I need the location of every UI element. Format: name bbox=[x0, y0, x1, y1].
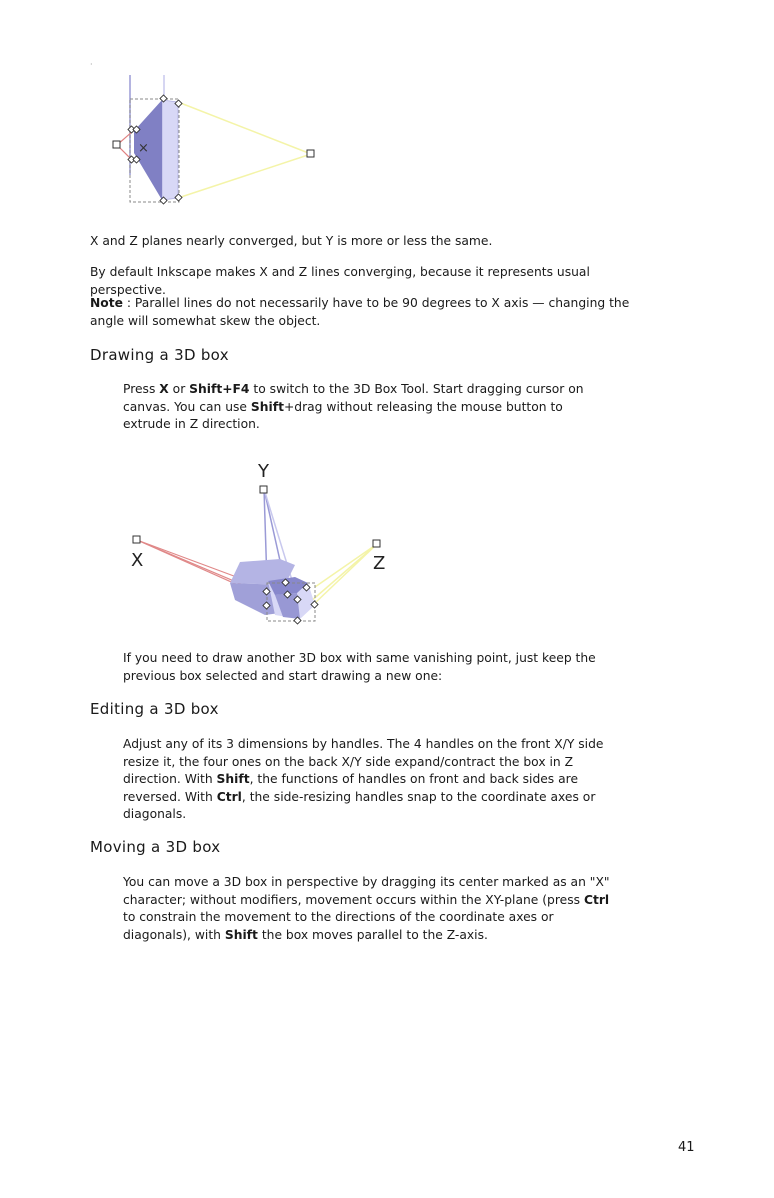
page-number: 41 bbox=[678, 1140, 695, 1155]
heading-moving-3d-box: Moving a 3D box bbox=[90, 838, 221, 856]
figure-3d-box bbox=[125, 455, 395, 635]
key-shift: Shift bbox=[250, 399, 284, 414]
key-x: X bbox=[159, 382, 169, 396]
axis-label-z: Z bbox=[373, 553, 386, 574]
axis-label-x: X bbox=[131, 550, 144, 571]
paragraph-another-box: If you need to draw another 3D box with same vanishing point, just keep the previous box selected and start drawing a new one: bbox=[123, 651, 596, 683]
caption-converged: X and Z planes nearly converged, but Y is more or less the same. bbox=[90, 234, 493, 248]
note-paragraph bbox=[90, 295, 650, 330]
paragraph-editing: Adjust any of its 3 dimensions by handles. The 4 handles on the front X/Y side resize it, the four ones on the back X/Y side expand/contract the box in Z direction. With Shift, the functions of handles on front and back sides are reversed. With Ctrl, the side-resizing handles snap to the coordinate axes or diagonals. bbox=[123, 737, 604, 821]
heading-editing-3d-box: Editing a 3D box bbox=[90, 700, 219, 718]
note-text: : Parallel lines do not necessarily have to be 90 degrees to X axis — changing the angle will somewhat skew the object. bbox=[90, 296, 630, 328]
key-ctrl: Ctrl bbox=[583, 892, 610, 907]
heading-drawing-3d-box: Drawing a 3D box bbox=[90, 346, 229, 364]
key-shift: Shift bbox=[216, 772, 250, 786]
paragraph-moving: You can move a 3D box in perspective by dragging its center marked as an "X" character; without modifiers, movement occurs within the XY-plane (press Ctrl to constrain the movement to the directions of the coordinate axes or diagonals), with Shift the box moves parallel to the Z-axis. bbox=[123, 875, 610, 942]
center-x-marker: × bbox=[138, 141, 149, 156]
note-label: Note bbox=[90, 296, 123, 310]
axis-label-y: Y bbox=[258, 461, 269, 482]
stray-dot: · bbox=[90, 60, 93, 69]
paragraph-drawing: Press X or Shift+F4 to switch to the 3D Box Tool. Start dragging cursor on canvas. You can use Shift+drag without releasing the mouse button to extrude in Z direction. bbox=[123, 382, 584, 431]
key-shift-f4: Shift+F4 bbox=[189, 382, 250, 396]
key-ctrl: Ctrl bbox=[216, 789, 242, 804]
paragraph-default-perspective: By default Inkscape makes X and Z lines converging, because it represents usual perspective. bbox=[90, 265, 590, 297]
figure-converged-planes bbox=[100, 75, 330, 215]
key-shift: Shift bbox=[224, 927, 258, 942]
